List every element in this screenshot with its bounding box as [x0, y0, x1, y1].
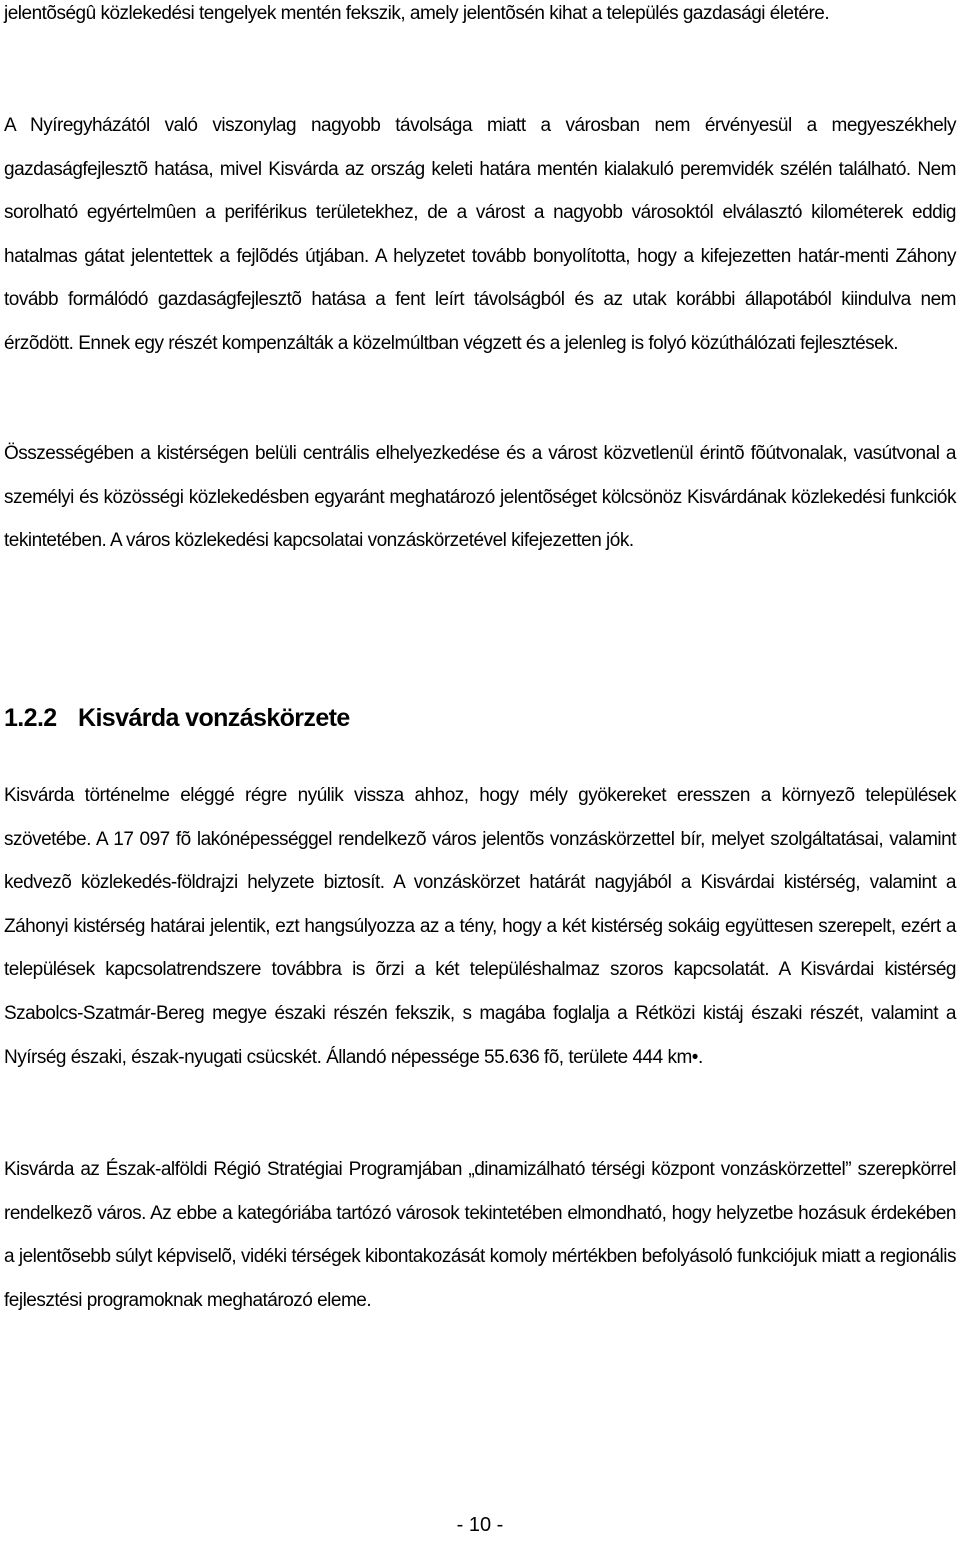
paragraph-intro-continuation: jelentõségû közlekedési tengelyek mentén fekszik, amely jelentõsén kihat a település gazdasági életére. — [4, 3, 830, 24]
paragraph-transport-summary: Összességében a kistérségen belüli centrális elhelyezkedése és a várost közvetlenül érintõ fõútvonalak, vasútvonal a személyi és közösségi közlekedésben egyaránt meghatározó jelentõséget kölcsönöz Kisvárdának közlekedési funkciók tekintetében. A város közlekedési kapcsolatai vonzáskörzetével kifejezetten jók. — [4, 443, 956, 552]
section-heading — [4, 704, 350, 733]
section-number: 1.2.2 — [4, 704, 57, 732]
paragraph-catchment-area: Kisvárda történelme eléggé régre nyúlik vissza ahhoz, hogy mély gyökereket eresszen a környezõ települések szövetébe. A 17 097 fõ lakónépességgel rendelkezõ város jelentõs vonzáskörzettel bír, melyet szolgáltatásai, valamint kedvezõ közlekedés-földrajzi helyzete biztosít. A vonzáskörzet határát nagyjából a Kisvárdai kistérség, valamint a Záhonyi kistérség határai jelentik, ezt hangsúlyozza az a tény, hogy a két kistérség sokáig együttesen szerepelt, ezért a települések kapcsolatrendszere továbbra is õrzi a két településhalmaz szoros kapcsolatát. A Kisvárdai kistérség Szabolcs-Szatmár-Bereg megye északi részén fekszik, s magába foglalja a Rétközi kistáj északi részét, valamint a Nyírség északi, észak-nyugati csücskét. Állandó népessége 55.636 fõ, területe 444 km•. — [4, 785, 956, 1068]
paragraph-distance-nyiregyhaza: A Nyíregyházától való viszonylag nagyobb távolsága miatt a városban nem érvényesül a megyeszékhely gazdaságfejlesztõ hatása, mivel Kisvárda az ország keleti határa mentén kialakuló peremvidék szélén található. Nem sorolható egyértelmûen a periférikus területekhez, de a várost a nagyobb városoktól elválasztó kilométerek eddig hatalmas gátat jelentettek a fejlõdés útjában. A helyzetet tovább bonyolította, hogy a kifejezetten határ-menti Záhony tovább formálódó gazdaságfejlesztõ hatása a fent leírt távolságból és az utak korábbi állapotából kiindulva nem érzõdött. Ennek egy részét kompenzálták a közelmúltban végzett és a jelenleg is folyó közúthálózati fejlesztések. — [4, 115, 956, 354]
page-number: - 10 - — [456, 1514, 504, 1536]
paragraph-regional-strategy: Kisvárda az Észak-alföldi Régió Stratégiai Programjában „dinamizálható térségi központ vonzáskörzettel” szerepkörrel rendelkezõ város. Az ebbe a kategóriába tartózó városok tekintetében elmondható, hogy helyzetbe hozásuk érdekében a jelentõsebb súlyt képviselõ, vidéki térségek kibontakozását komoly mértékben befolyásoló funkciójuk miatt a regionális fejlesztési programoknak meghatározó eleme. — [4, 1159, 956, 1311]
section-title: Kisvárda vonzáskörzete — [78, 704, 350, 732]
